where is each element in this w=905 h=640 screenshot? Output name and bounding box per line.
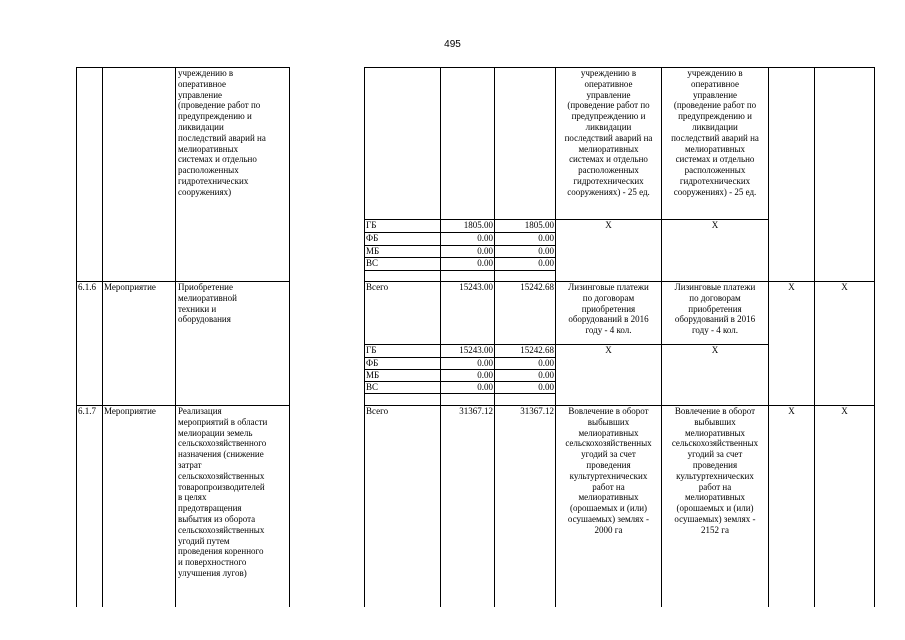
- item-number: 6.1.6: [78, 282, 96, 292]
- item-name: Приобретение мелиоративной техники и оборудования: [178, 282, 237, 325]
- page-number: 495: [444, 39, 461, 50]
- funding-source: ВС: [366, 258, 379, 268]
- plan-amount: 1805.00: [463, 220, 493, 230]
- mark-x: Х: [711, 345, 719, 355]
- continued-description: учреждению в оперативное управление (проведение работ по предупреждению и ликвидации последствий аварий на мелиоративных системах и отдельно расположенных гидротехнических сооружениях): [178, 68, 266, 197]
- plan-amount: 0.00: [477, 258, 493, 268]
- plan-amount: 0.00: [477, 233, 493, 243]
- total-fact: 31367.12: [520, 406, 554, 416]
- plan-amount: 0.00: [477, 382, 493, 392]
- plan-amount: 0.00: [477, 246, 493, 256]
- funding-source: ФБ: [366, 233, 379, 243]
- fact-amount: 0.00: [538, 382, 554, 392]
- total-label: Всего: [366, 282, 389, 292]
- plan-amount: 0.00: [477, 370, 493, 380]
- total-plan: 15243.00: [459, 282, 493, 292]
- mark-x: Х: [605, 220, 612, 230]
- fact-amount: 15242.68: [520, 345, 554, 355]
- funding-source: ГБ: [366, 345, 377, 355]
- mark-x: Х: [605, 345, 612, 355]
- total-fact: 15242.68: [520, 282, 554, 292]
- fact-amount: 0.00: [538, 370, 554, 380]
- indicator-plan: Вовлечение в оборот выбывших мелиоративных сельскохозяйственных угодий за счет проведения культуртехнических работ на мелиоративных (орошаемых и (или) осушаемых) землях - 2000 га: [565, 406, 652, 535]
- total-plan: 31367.12: [459, 406, 493, 416]
- indicator-fact: Лизинговые платежи по договорам приобретения оборудований в 2016 году - 4 кол.: [674, 282, 756, 336]
- mark-x: Х: [711, 220, 719, 230]
- mark-x: Х: [841, 406, 848, 416]
- fact-amount: 0.00: [538, 258, 554, 268]
- plan-amount: 15243.00: [459, 345, 493, 355]
- item-number: 6.1.7: [78, 406, 96, 416]
- item-name: Реализация мероприятий в области мелиорации земель сельскохозяйственного назначения (снижение затрат сельскохозяйственных товаропроизводителей в целях предотвращения выбытия из оборота сельскохозяйственных угодий путем проведения коренного и поверхностного улучшения лугов): [178, 406, 268, 578]
- mark-x: Х: [788, 406, 795, 416]
- funding-source: ВС: [366, 382, 379, 392]
- funding-source: МБ: [366, 246, 380, 256]
- indicator-plan: Лизинговые платежи по договорам приобретения оборудований в 2016 году - 4 кол.: [568, 282, 649, 336]
- fact-amount: 0.00: [538, 233, 554, 243]
- continued-indicator-plan: учреждению в оперативное управление (проведение работ по предупреждению и ликвидации последствий аварий на мелиоративных системах и отдельно расположенных гидротехнических сооружениях) - 25 ед.: [564, 68, 653, 197]
- fact-amount: 0.00: [538, 358, 554, 368]
- funding-source: МБ: [366, 370, 380, 380]
- mark-x: Х: [841, 282, 848, 292]
- item-type: Мероприятие: [104, 282, 156, 292]
- total-label: Всего: [366, 406, 389, 416]
- fact-amount: 0.00: [538, 246, 554, 256]
- mark-x: Х: [788, 282, 795, 292]
- item-type: Мероприятие: [104, 406, 156, 416]
- funding-source: ФБ: [366, 358, 379, 368]
- plan-amount: 0.00: [477, 358, 493, 368]
- funding-source: ГБ: [366, 220, 377, 230]
- indicator-fact: Вовлечение в оборот выбывших мелиоративных сельскохозяйственных угодий за счет проведения культуртехнических работ на мелиоративных (орошаемых и (или) осушаемых) землях - 2152 га: [671, 406, 759, 535]
- fact-amount: 1805.00: [524, 220, 554, 230]
- continued-indicator-fact: учреждению в оперативное управление (проведение работ по предупреждению и ликвидации последствий аварий на мелиоративных системах и отдельно расположенных гидротехнических сооружениях) - 25 ед.: [671, 68, 759, 197]
